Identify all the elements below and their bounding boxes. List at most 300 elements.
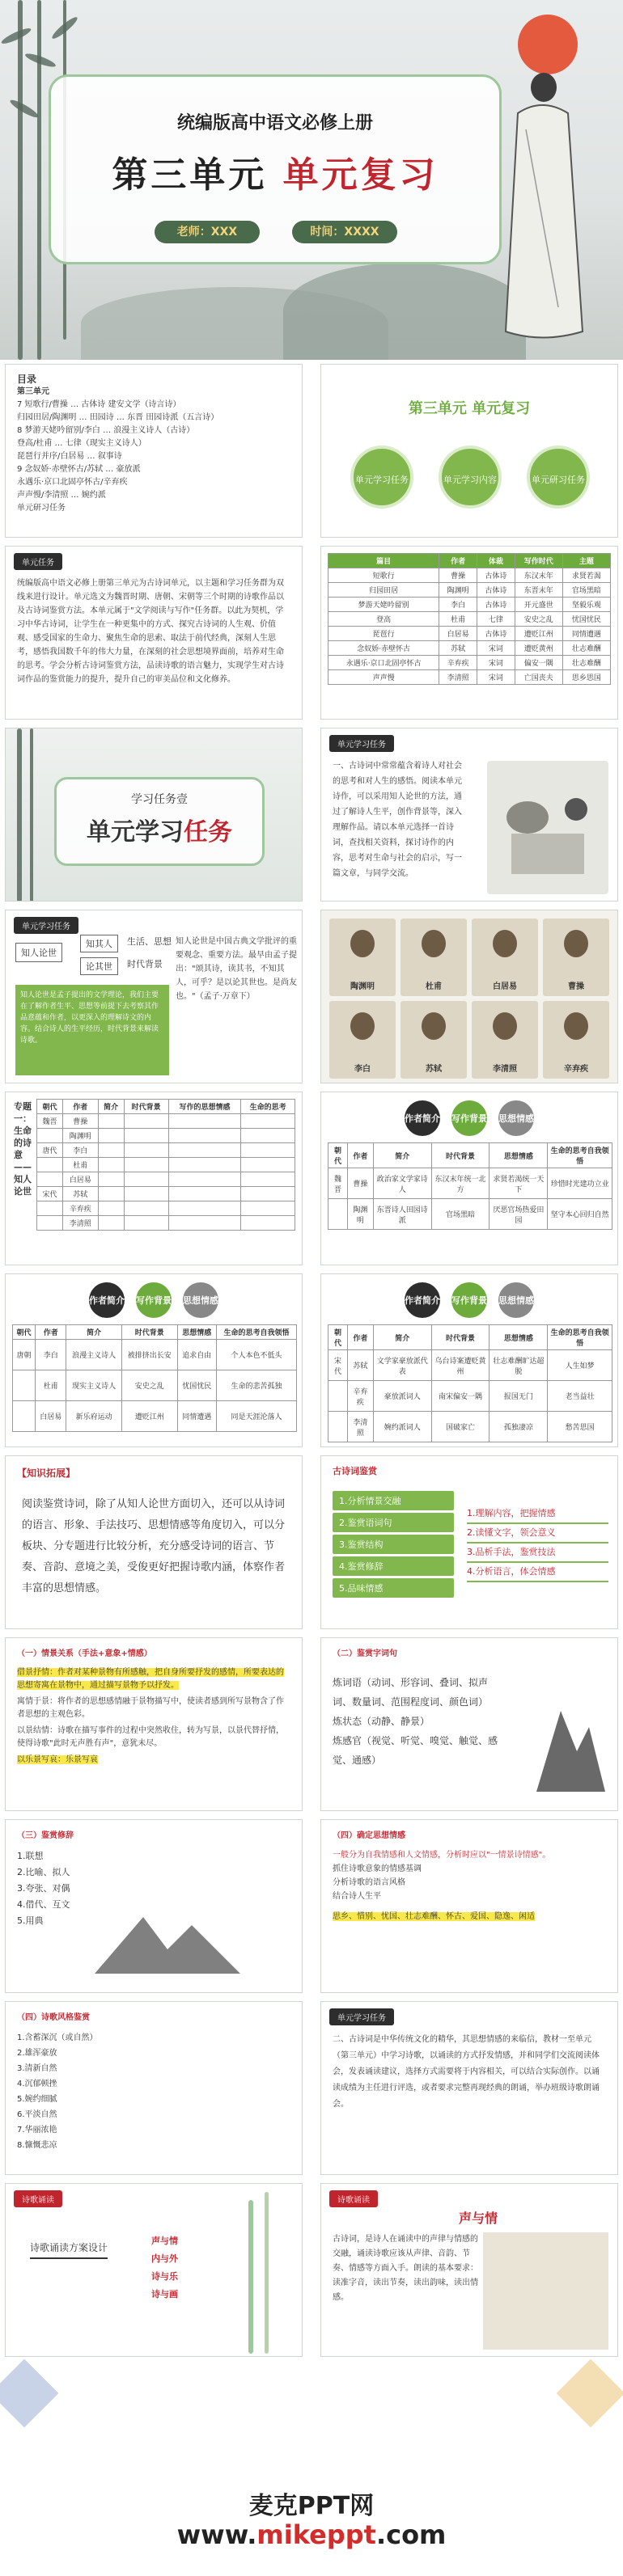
portrait-card [400,918,467,996]
table-header: 体裁 [477,554,515,568]
style-item: 4.沉郁顿挫 [17,2080,57,2088]
portrait-face-icon [350,1012,375,1040]
table-cell: 苏轼 [439,641,477,656]
table-cell [241,1114,295,1129]
table-cell: 李清照 [347,1412,373,1442]
table-cell: 个人本色不低头 [216,1340,296,1370]
table-cell: 偏安一隅 [515,656,562,670]
table-cell: 古体诗 [477,627,515,641]
table-row [328,641,611,656]
table-cell: 现实主义诗人 [66,1370,122,1401]
slide-words [320,1637,618,1811]
table-cell: 东晋诗人田园诗派 [373,1199,431,1230]
study-task-title [57,812,262,847]
table-cell: 孤独凄凉 [490,1412,548,1442]
circle-author: 作者简介 [405,1100,440,1136]
portrait-face-icon [350,930,375,957]
table-cell: 官场黑暗 [562,583,610,598]
recite-item: 声与情 [151,2236,178,2246]
bamboo-icon [18,0,23,360]
slide-study-task-cover [5,728,303,902]
table-cell: 国破家亡 [431,1412,490,1442]
table-cell: 白居易 [36,1401,66,1432]
slide-style [5,2001,303,2175]
contents-line: 琵琶行并序/白居易 … 叙事诗 [17,452,122,461]
portrait-card [329,1001,396,1079]
concept-box: 知人论世 [15,943,62,962]
slide-know-person [5,910,303,1083]
cover-subtitle: 统编版高中语文必修上册 [176,112,373,133]
table-cell: 忧国忧民 [562,612,610,627]
slide-tag: 单元学习任务 [329,2008,394,2025]
table-cell [168,1216,241,1231]
slide-voice-emotion [320,2183,618,2357]
deco-diamond-icon [557,2359,623,2428]
table-cell: 政治家文学家诗人 [373,1168,431,1199]
study-task-title-b: 任务 [184,818,232,847]
table-header: 思想情感 [490,1143,548,1168]
appreciation-item: 4.鉴赏修辞 [333,1556,454,1576]
words-tag: （二）鉴赏字词句 [333,1649,397,1658]
table-cell [241,1143,295,1158]
portrait-card [472,1001,538,1079]
scene-item-text: 寓情于景：将作者的思想感情融于景物描写中，使读者感到所写景物含了作者思想的主观色彩。 [17,1697,284,1719]
table-cell [98,1187,124,1201]
table-cell: 辛弃疾 [347,1381,373,1412]
table-cell [37,1129,63,1143]
table-cell [124,1172,168,1187]
slide-tag: 单元学习任务 [14,917,78,934]
table-cell: 同情遭遇 [177,1401,216,1432]
table-cell [37,1216,63,1231]
contents-label: 目录 [17,374,37,385]
table-header: 作者 [63,1100,99,1114]
circle-author: 作者简介 [405,1282,440,1318]
circle-background: 写作背景 [451,1100,487,1136]
portrait-face-icon [564,930,588,957]
slide-contents [5,364,303,538]
emotion-item: 分析诗歌的语言风格 [333,1878,405,1887]
contents-line: 归园田居/陶渊明 … 田园诗 … 东晋 田园诗派（五言诗） [17,413,219,422]
table-cell [124,1114,168,1129]
table-cell: 报国无门 [490,1381,548,1412]
recite-item: 诗与乐 [151,2271,178,2282]
slide-emotion [320,1819,618,1993]
table-header: 时代背景 [431,1143,490,1168]
portrait-name: 杜甫 [426,982,442,991]
circle-background: 写作背景 [451,1282,487,1318]
rhetoric-item: 2.比喻、拟人 [17,1867,70,1877]
scene-item-text: 以景结情：诗歌在描写事件的过程中突然收住，转为写景，以景代替抒情，使得诗歌"此时无声胜有声"，意犹未尽。 [17,1726,284,1748]
table-cell: 亡国丧夫 [515,670,562,685]
table-row [328,670,611,685]
deco-diamond-icon [0,2359,58,2428]
table-header: 简介 [373,1143,431,1168]
table-cell [241,1158,295,1172]
slide-unit-review [320,364,618,538]
slide-appreciation [320,1455,618,1629]
table-cell: 曹操 [347,1168,373,1199]
table-cell: 归园田居 [328,583,439,598]
song-table [328,1324,612,1442]
table-cell: 老当益壮 [548,1381,612,1412]
brand-name: 麦克PPT网 [248,2492,375,2520]
table-cell [168,1172,241,1187]
table-cell: 苏轼 [63,1187,99,1201]
table-header: 思想情感 [490,1325,548,1350]
table-cell [328,1381,348,1412]
table-cell: 苏轼 [347,1350,373,1381]
table-cell [98,1216,124,1231]
table-cell [241,1201,295,1216]
table-row [328,568,611,583]
table-row [328,1168,612,1199]
quote-box: 知人论世是中国古典文学批评的重要观念、重要方法。最早由孟子提出："颂其诗，读其书，不知其人，可乎？是以论其世也。是尚友也。"（孟子·万章下） [176,937,297,1001]
table-cell [168,1129,241,1143]
title-banner [49,74,502,264]
contents-line: 9 念奴娇·赤壁怀古/苏轼 … 豪放派 [17,465,141,474]
voice-emotion-title: 声与情 [459,2211,498,2226]
contents-line: 登高/杜甫 … 七律（现实主义诗人） [17,439,146,448]
table-row [37,1114,295,1129]
emotion-item: 一般分为自我情感和人文情感，分析时应以"一情景诗情感"。 [333,1851,551,1860]
table-header: 作者 [347,1325,373,1350]
emotion-tag: （四）确定思想情感 [333,1831,405,1840]
table-cell [168,1158,241,1172]
portrait-name: 白居易 [493,982,517,991]
knowledge-tag: 【知识拓展】 [17,1467,76,1479]
table-row [37,1129,295,1143]
circle-author: 作者简介 [89,1282,125,1318]
emotion-words [333,1910,606,1924]
table-header: 生命的思考 [241,1100,295,1114]
table-cell: 思乡思国 [562,670,610,685]
bamboo-icon [17,728,22,902]
footer-watermark [0,2442,623,2576]
table-cell: 白居易 [63,1172,99,1187]
table-cell [124,1158,168,1172]
rhetoric-item: 3.夸张、对偶 [17,1883,70,1894]
cover-slide [0,0,623,360]
table-cell: 忧国忧民 [177,1370,216,1401]
leaf-icon [8,98,40,120]
portrait-name: 曹操 [568,982,584,991]
concept-result: 生活、思想 [127,936,172,947]
table-cell: 求贤若渴统一天下 [490,1168,548,1199]
contents-line: 永遇乐·京口北固亭怀古/辛弃疾 [17,478,128,487]
appreciation-steps [467,1505,608,1582]
table-header: 作者 [347,1143,373,1168]
table-cell: 登高 [328,612,439,627]
brand-url-a: www. [176,2519,257,2550]
table-header: 生命的思考自我领悟 [548,1143,612,1168]
emotion-item: 抓住诗歌意象的情感基调 [333,1864,422,1873]
style-item: 5.婉约细腻 [17,2095,57,2104]
slide-tag: 诗歌诵读 [329,2190,378,2207]
slide-tag: 单元任务 [14,553,62,570]
scholar-figure-icon [494,65,591,348]
table-cell [168,1143,241,1158]
table-cell: 陶渊明 [347,1199,373,1230]
table-row [37,1187,295,1201]
table-cell [328,1199,348,1230]
portrait-card [472,918,538,996]
scene-item [17,1754,290,1767]
scene-item [17,1666,290,1692]
slide-song [320,1273,618,1447]
table-header: 写作的思想情感 [168,1100,241,1114]
table-cell [13,1370,36,1401]
portrait-name: 李白 [354,1065,371,1074]
topic1-vertical-title: 专题一：生命的诗意——知人论世 [14,1101,32,1197]
table-cell: 辛弃疾 [439,656,477,670]
scene-item-text: 以乐景写哀：乐景写哀 [17,1755,98,1764]
topic1-table [36,1099,295,1231]
table-cell: 珍惜时光建功立业 [548,1168,612,1199]
portrait-name: 李清照 [493,1065,517,1074]
emotion-item: 结合诗人生平 [333,1892,381,1901]
table-cell: 李清照 [63,1216,99,1231]
contents-line: 单元研习任务 [17,504,66,513]
words-list [321,1666,515,1776]
table-header: 朝代 [328,1143,348,1168]
portrait-face-icon [493,930,517,957]
table-cell: 壮志难酬 [562,656,610,670]
appreciation-item: 3.鉴赏结构 [333,1535,454,1554]
table-cell: 白居易 [439,627,477,641]
calligraphy-scroll [483,2232,608,2350]
style-item: 7.华丽浓艳 [17,2126,57,2135]
table-cell: 豪放派词人 [373,1381,431,1412]
portrait-card [543,1001,609,1079]
brand-url[interactable] [0,2519,623,2550]
brand-url-c: .com [375,2519,447,2550]
table-cell: 古体诗 [477,598,515,612]
table-cell: 新乐府运动 [66,1401,122,1432]
wei-jin-table [328,1142,612,1230]
scene-item [17,1696,290,1721]
table-cell [168,1114,241,1129]
style-item: 6.平淡自然 [17,2110,57,2119]
bamboo-icon [30,728,33,902]
table-cell: 壮志难酬旷达超脱 [490,1350,548,1381]
table-row [328,1199,612,1230]
table-row [37,1172,295,1187]
portrait-face-icon [564,1012,588,1040]
table-cell: 李清照 [439,670,477,685]
table-cell: 曹操 [63,1114,99,1129]
table-cell: 宋代 [37,1187,63,1201]
scene-tag: （一）情景关系（手法+意象+情感） [17,1649,152,1658]
circle-background: 写作背景 [136,1282,172,1318]
mountain-icon [283,263,526,360]
table-cell: 曹操 [439,568,477,583]
slide-topic1-table [5,1092,303,1265]
step-item: 4.分析语言，体会情感 [467,1563,608,1582]
table-cell [124,1216,168,1231]
cover-title-part-a: 第三单元 [112,154,268,196]
portrait-card [400,1001,467,1079]
unit-task-body: 统编版高中语文必修上册第三单元为古诗词单元，以主题和学习任务群为双线来进行设计。单元选文为魏晋时期、唐朝、宋朝等三个时期的诗歌作品以及古诗词鉴赏方法。本单元属于"文学阅读与写作"任务群。以此为契机，学习中华古诗词，让学生在一种更集中的方式、探究古诗词的人生观、价值观、感受国家的生命力、聚焦生命的思索、取法于前代经典，深刻人生思考，感悟我国数千年的伟大力量，在深刻的社会思想境界面前，培养对生命的思考。学会分析古诗词鉴赏方法，品读诗歌的语言魅力，实现学生对古诗词作品的鉴赏能力的提升，提升自己的审美品位和文化修养。 [17,579,284,684]
table-cell: 东晋末年 [515,583,562,598]
table-header: 时代背景 [431,1325,490,1350]
bamboo-icon [37,0,41,360]
table-header: 思想情感 [177,1325,216,1340]
study-task-sub: 学习任务壹 [131,793,188,806]
table-cell [98,1129,124,1143]
contents-line: 声声慢/李清照 … 婉约派 [17,491,106,500]
portrait-name: 苏轼 [426,1065,442,1074]
contents-unit: 第三单元 [17,387,49,396]
recite-item: 内与外 [151,2253,178,2264]
circle-emotion: 思想情感 [183,1282,218,1318]
table-cell: 辛弃疾 [63,1201,99,1216]
table-cell: 陶渊明 [63,1129,99,1143]
table-cell: 厌恶官场热爱田园 [490,1199,548,1230]
table-cell [98,1143,124,1158]
table-cell: 坚守本心回归自然 [548,1199,612,1230]
table-cell: 李白 [63,1143,99,1158]
table-cell [13,1401,36,1432]
table-row [328,1350,612,1381]
unit-review-title: 第三单元 单元复习 [408,400,531,417]
table-cell: 声声慢 [328,670,439,685]
poem-table [328,553,611,685]
table-row [328,627,611,641]
slide-rhetoric [5,1819,303,1993]
table-header: 时代背景 [124,1100,168,1114]
style-tag: （四）诗歌风格鉴赏 [17,2013,90,2022]
table-cell: 宋词 [477,641,515,656]
style-item: 1.含蓄深沉（或自然） [17,2033,98,2042]
table-cell: 遭贬江州 [515,627,562,641]
recite-item: 诗与画 [151,2289,178,2299]
table-row [328,583,611,598]
slide-tag: 诗歌诵读 [14,2190,62,2207]
rhetoric-tag: （三）鉴赏修辞 [17,1831,74,1840]
slide-knowledge-ext [5,1455,303,1629]
table-row [37,1201,295,1216]
portrait-card [329,918,396,996]
table-cell: 杜甫 [36,1370,66,1401]
contents-line: 7 短歌行/曹操 … 古体诗 建安文学（诗言诗） [17,400,181,409]
table-cell: 文学家豪放派代表 [373,1350,431,1381]
table-cell: 乌台诗案遭贬黄州 [431,1350,490,1381]
table-cell [241,1172,295,1187]
table-cell: 开元盛世 [515,598,562,612]
table-cell: 婉约派词人 [373,1412,431,1442]
table-cell: 杜甫 [63,1158,99,1172]
portrait-name: 陶渊明 [350,982,375,991]
table-cell: 东汉末年统一北方 [431,1168,490,1199]
table-cell: 魏晋 [37,1114,63,1129]
circle-research[interactable]: 单元研习任务 [527,446,590,509]
learning-task-body: 一、古诗词中常常蕴含着诗人对社会的思考和对人生的感悟。阅读本单元诗作，可以采用知人论世的方法，通过了解诗人生平，创作背景等，深入理解作品。请以本单元选择一首诗词，查找相关资料，探讨诗作的内容，思考对生命与社会的启示，写一篇文章，与同学交流。 [333,762,462,878]
table-header: 简介 [373,1325,431,1350]
knowledge-body: 阅读鉴赏诗词，除了从知人论世方面切入，还可以从诗词的语言、形象、手法技巧、思想情感等角度切入，可以分板块、分专题进行比较分析，充分感受诗词的语言、节奏、音韵、意境之美，受俊更好把握诗歌内涵，体察作者丰富的思想情感。 [22,1498,286,1594]
recite-plan-items [151,2232,178,2304]
table-row [37,1216,295,1231]
table-cell: 壮志难酬 [562,641,610,656]
table-row [328,598,611,612]
table-cell: 唐朝 [13,1340,36,1370]
table-cell [124,1187,168,1201]
contents-line: 8 梦游天姥吟留别/李白 … 浪漫主义诗人（古诗） [17,426,195,435]
table-row [37,1158,295,1172]
table-cell [98,1201,124,1216]
table-cell [124,1129,168,1143]
circle-tasks[interactable]: 单元学习任务 [350,446,413,509]
calligraphy-image [487,761,608,894]
table-cell: 生命的悲苦孤独 [216,1370,296,1401]
table-header: 朝代 [13,1325,36,1340]
table-cell: 愁苦思国 [548,1412,612,1442]
table-cell: 南宋偏安一隅 [431,1381,490,1412]
table-cell: 宋词 [477,656,515,670]
rhetoric-item: 5.用典 [17,1915,44,1926]
table-cell: 浪漫主义诗人 [66,1340,122,1370]
slide-unit-task [5,546,303,720]
slide-portraits [320,910,618,1083]
table-header: 生命的思考自我领悟 [216,1325,296,1340]
table-cell: 琵琶行 [328,627,439,641]
recite-plan-label: 诗歌诵读方案设计 [30,2240,108,2259]
emotion-words-text: 思乡、惜别、忧国、壮志难酬、怀古、爱国、隐逸、闲适 [333,1912,535,1921]
table-cell: 唐代 [37,1143,63,1158]
table-row [13,1401,297,1432]
table-cell: 被排挤出长安 [121,1340,177,1370]
table-cell: 永遇乐·京口北固亭怀古 [328,656,439,670]
scene-list [6,1666,302,1767]
table-header: 作者 [439,554,477,568]
step-item: 3.品析手法，鉴赏技法 [467,1543,608,1563]
step-item: 1.理解内容，把握情感 [467,1505,608,1524]
table-cell: 梦游天姥吟留别 [328,598,439,612]
slide-poem-table [320,546,618,720]
table-cell: 遭贬江州 [121,1401,177,1432]
cover-title-part-b: 单元复习 [282,154,439,196]
study-task-banner [54,777,265,866]
table-row [13,1340,297,1370]
table-cell: 宋代 [328,1350,348,1381]
concept-result: 时代背景 [127,959,163,969]
table-cell: 安史之乱 [515,612,562,627]
table-cell [241,1187,295,1201]
table-cell: 古体诗 [477,583,515,598]
style-item: 8.慷慨悲凉 [17,2141,57,2150]
rhetoric-item: 4.借代、互文 [17,1899,70,1910]
learning-task-2-body: 二、古诗词是中华传统文化的精华，其思想情感的来临信，教材一至单元（第三单元）中学习诗歌，以诵读的方式抒发情感，并和同学们交流阅读体会，发表诵读建议，选择方式需要将于内容相关，可以结合实际创作。以诵读成绩为主任进行评选，或者要求完整再现经典的朗诵，举办班级诗歌朗诵会。 [333,2035,600,2109]
concept-desc: 知人论世是孟子提出的文学理论，我们主要在了解作者生平、思想等前提下去考察其作品意蕴和作者，以更深入的理解诗文的内容。结合诗人的生平经历，时代背景来解读诗歌。 [15,985,169,1075]
table-cell [98,1114,124,1129]
table-cell: 宋词 [477,670,515,685]
table-cell: 人生如梦 [548,1350,612,1381]
style-list [6,2030,302,2153]
table-cell [37,1201,63,1216]
portrait-face-icon [493,1012,517,1040]
table-header: 主题 [562,554,610,568]
table-cell [241,1129,295,1143]
bamboo-icon [248,2200,253,2354]
table-cell: 念奴娇·赤壁怀古 [328,641,439,656]
study-task-title-a: 单元学习 [87,818,184,847]
concept-branch: 论其世 [80,957,118,975]
cover-title [51,146,499,197]
scene-item-text: 借景抒情：作者对某种景物有所感触，把自身所要抒发的感情，所要表达的思想寄寓在景物中，通过描写景物予以抒发。 [17,1668,284,1690]
circle-content[interactable]: 单元学习内容 [439,446,502,509]
slide-learning-task-2 [320,2001,618,2175]
appreciation-item: 1.分析情景交融 [333,1491,454,1510]
